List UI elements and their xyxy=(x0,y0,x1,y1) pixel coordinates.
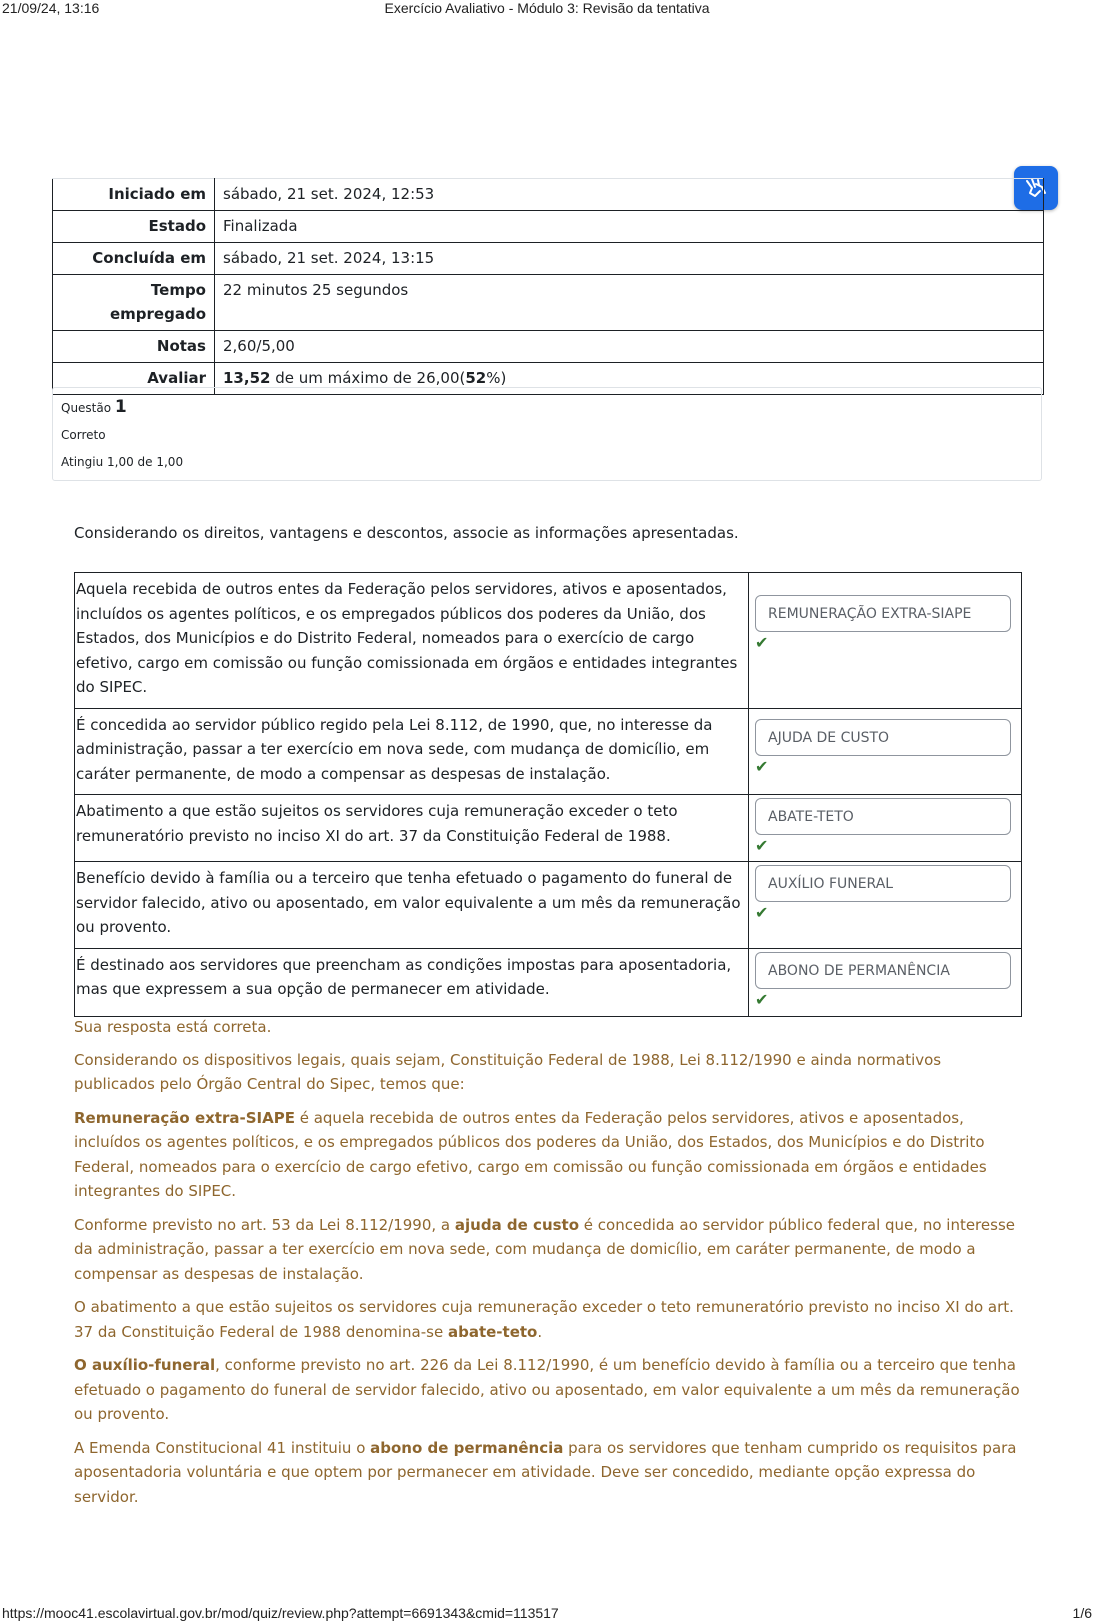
print-url: https://mooc41.escolavirtual.gov.br/mod/quiz/review.php?attempt=6691343&cmid=113517 xyxy=(2,1605,559,1621)
summary-row-completed xyxy=(53,243,1044,275)
answer-select[interactable]: ABONO DE PERMANÊNCIA xyxy=(755,952,1011,989)
print-datetime: 21/09/24, 13:16 xyxy=(2,0,100,16)
feedback-text: para os servidores que tenham cumprido os requisitos para aposentadoria voluntária e que optem por permanecer em atividade. Deve ser concedido, mediante opção expressa do servidor. xyxy=(74,1438,1017,1506)
feedback-result: Sua resposta está correta. xyxy=(74,1018,272,1036)
feedback-paragraph xyxy=(74,1106,1026,1204)
match-row xyxy=(75,708,1022,795)
print-page-number: 1/6 xyxy=(1072,1605,1092,1621)
match-row xyxy=(75,573,1022,709)
feedback-bold: abate-teto xyxy=(447,1322,538,1341)
answer-select[interactable]: AUXÍLIO FUNERAL xyxy=(755,865,1011,902)
question-mark: Atingiu 1,00 de 1,00 xyxy=(61,455,184,469)
summary-label: Notas xyxy=(53,331,215,363)
summary-label: Tempo empregado xyxy=(53,275,215,331)
match-stem: Abatimento a que estão sujeitos os servidores cuja remuneração exceder o teto remuneratório previsto no inciso XI do art. 37 da Constituição Federal de 1988. xyxy=(75,795,749,862)
feedback-text: é concedida ao servidor público federal que, no interesse da administração, passar a ter exercício em nova sede, com mudança de domicílio, em caráter permanente, de modo a compensar as despesas de instalação. xyxy=(74,1215,1015,1283)
summary-label: Iniciado em xyxy=(53,179,215,211)
answer-select[interactable]: REMUNERAÇÃO EXTRA-SIAPE xyxy=(755,595,1011,632)
question-info-box xyxy=(52,387,1042,481)
print-header xyxy=(0,0,1094,16)
correct-check-icon: ✔ xyxy=(755,903,769,922)
summary-value: sábado, 21 set. 2024, 12:53 xyxy=(215,179,1044,211)
feedback-text: , conforme previsto no art. 226 da Lei 8.112/1990, é um benefício devido à família ou a terceiro que tenha efetuado o pagamento do funeral de servidor falecido, ativo ou aposentado, em valor equivalente a um mês da remuneração ou provento. xyxy=(74,1356,1020,1423)
match-stem: Benefício devido à família ou a terceiro que tenha efetuado o pagamento do funeral de servidor falecido, ativo ou aposentado, em valor equivalente a um mês da remuneração ou provento. xyxy=(75,862,749,949)
correct-check-icon: ✔ xyxy=(755,989,769,1009)
question-state: Correto xyxy=(61,428,106,442)
summary-row-state xyxy=(53,211,1044,243)
match-stem: É destinado aos servidores que preencham as condições impostas para aposentadoria, mas que expressem a sua opção de permanecer em atividade. xyxy=(75,948,749,1016)
grade-percent: 52 xyxy=(465,369,487,387)
grade-middle: de um máximo de 26,00( xyxy=(270,369,466,387)
feedback-intro: Considerando os dispositivos legais, quais sejam, Constituição Federal de 1988, Lei 8.112/1990 e ainda normativos publicados pelo Órgão Central do Sipec, temos que: xyxy=(74,1050,942,1093)
match-answer-cell xyxy=(749,948,1022,1016)
question-number-value: 1 xyxy=(114,397,127,417)
match-answer-cell xyxy=(749,708,1022,795)
correct-check-icon: ✔ xyxy=(755,633,769,652)
summary-label: Avaliar xyxy=(53,363,215,395)
feedback-bold: O auxílio-funeral xyxy=(74,1356,216,1374)
summary-row-marks xyxy=(53,331,1044,363)
attempt-summary-table xyxy=(52,178,1044,395)
summary-value: Finalizada xyxy=(215,211,1044,243)
feedback-bold: abono de permanência xyxy=(370,1438,564,1457)
feedback-text: . xyxy=(537,1322,543,1341)
summary-row-time-taken xyxy=(53,275,1044,331)
summary-label: Estado xyxy=(53,211,215,243)
correct-check-icon: ✔ xyxy=(755,756,769,776)
answer-select[interactable]: ABATE-TETO xyxy=(755,798,1011,835)
summary-value: 22 minutos 25 segundos xyxy=(215,275,1044,331)
feedback-paragraph xyxy=(74,1436,1026,1510)
answer-select[interactable]: AJUDA DE CUSTO xyxy=(755,719,1011,756)
match-stem: Aquela recebida de outros entes da Federação pelos servidores, ativos e aposentados, incluídos os agentes políticos, e os empregados públicos dos poderes da União, dos Estados, dos Municípios e do Distrito Federal, nomeados para o exercício de cargo efetivo, cargo em comissão ou função comissionada em órgãos e entidades integrantes do SIPEC. xyxy=(75,573,749,709)
feedback-section xyxy=(74,1015,1026,1518)
match-answer-cell xyxy=(749,862,1022,949)
feedback-bold: ajuda de custo xyxy=(454,1215,580,1234)
summary-row-started xyxy=(53,179,1044,211)
match-answer-cell xyxy=(749,573,1022,709)
feedback-paragraph xyxy=(74,1213,1026,1287)
feedback-text: é aquela recebida de outros entes da Federação pelos servidores, ativos e aposentados, incluídos os agentes políticos, e os empregados públicos dos poderes da União, dos Estados, dos Municípios e do Distrito Federal, nomeados para o exercício de cargo efetivo, cargo em comissão ou função comissionada em órgãos e entidades integrantes do SIPEC. xyxy=(74,1108,987,1200)
question-number xyxy=(61,394,1033,422)
feedback-text: Conforme previsto no art. 53 da Lei 8.112/1990, a xyxy=(74,1215,455,1234)
print-footer xyxy=(0,1605,1094,1621)
match-row xyxy=(75,795,1022,862)
matching-table xyxy=(74,572,1022,1017)
question-label: Questão xyxy=(61,401,112,415)
grade-score: 13,52 xyxy=(223,369,271,387)
grade-end: %) xyxy=(486,369,507,387)
match-answer-cell xyxy=(749,795,1022,862)
feedback-bold: Remuneração extra-SIAPE xyxy=(74,1108,295,1127)
match-row xyxy=(75,948,1022,1016)
summary-value: 2,60/5,00 xyxy=(215,331,1044,363)
correct-check-icon: ✔ xyxy=(755,836,769,855)
match-row xyxy=(75,862,1022,949)
summary-label: Concluída em xyxy=(53,243,215,275)
feedback-paragraph xyxy=(74,1295,1026,1344)
question-text: Considerando os direitos, vantagens e descontos, associe as informações apresentadas. xyxy=(74,524,739,542)
match-stem: É concedida ao servidor público regido pela Lei 8.112, de 1990, que, no interesse da administração, passar a ter exercício em nova sede, com mudança de domicílio, em caráter permanente, de modo a compensar as despesas de instalação. xyxy=(75,708,749,795)
feedback-text: O abatimento a que estão sujeitos os servidores cuja remuneração exceder o teto remuneratório previsto no inciso XI do art. 37 da Constituição Federal de 1988 denomina-se xyxy=(74,1298,1014,1341)
summary-value: sábado, 21 set. 2024, 13:15 xyxy=(215,243,1044,275)
print-title: Exercício Avaliativo - Módulo 3: Revisão da tentativa xyxy=(384,0,710,16)
feedback-text: A Emenda Constitucional 41 instituiu o xyxy=(74,1438,371,1457)
feedback-paragraph xyxy=(74,1353,1026,1427)
